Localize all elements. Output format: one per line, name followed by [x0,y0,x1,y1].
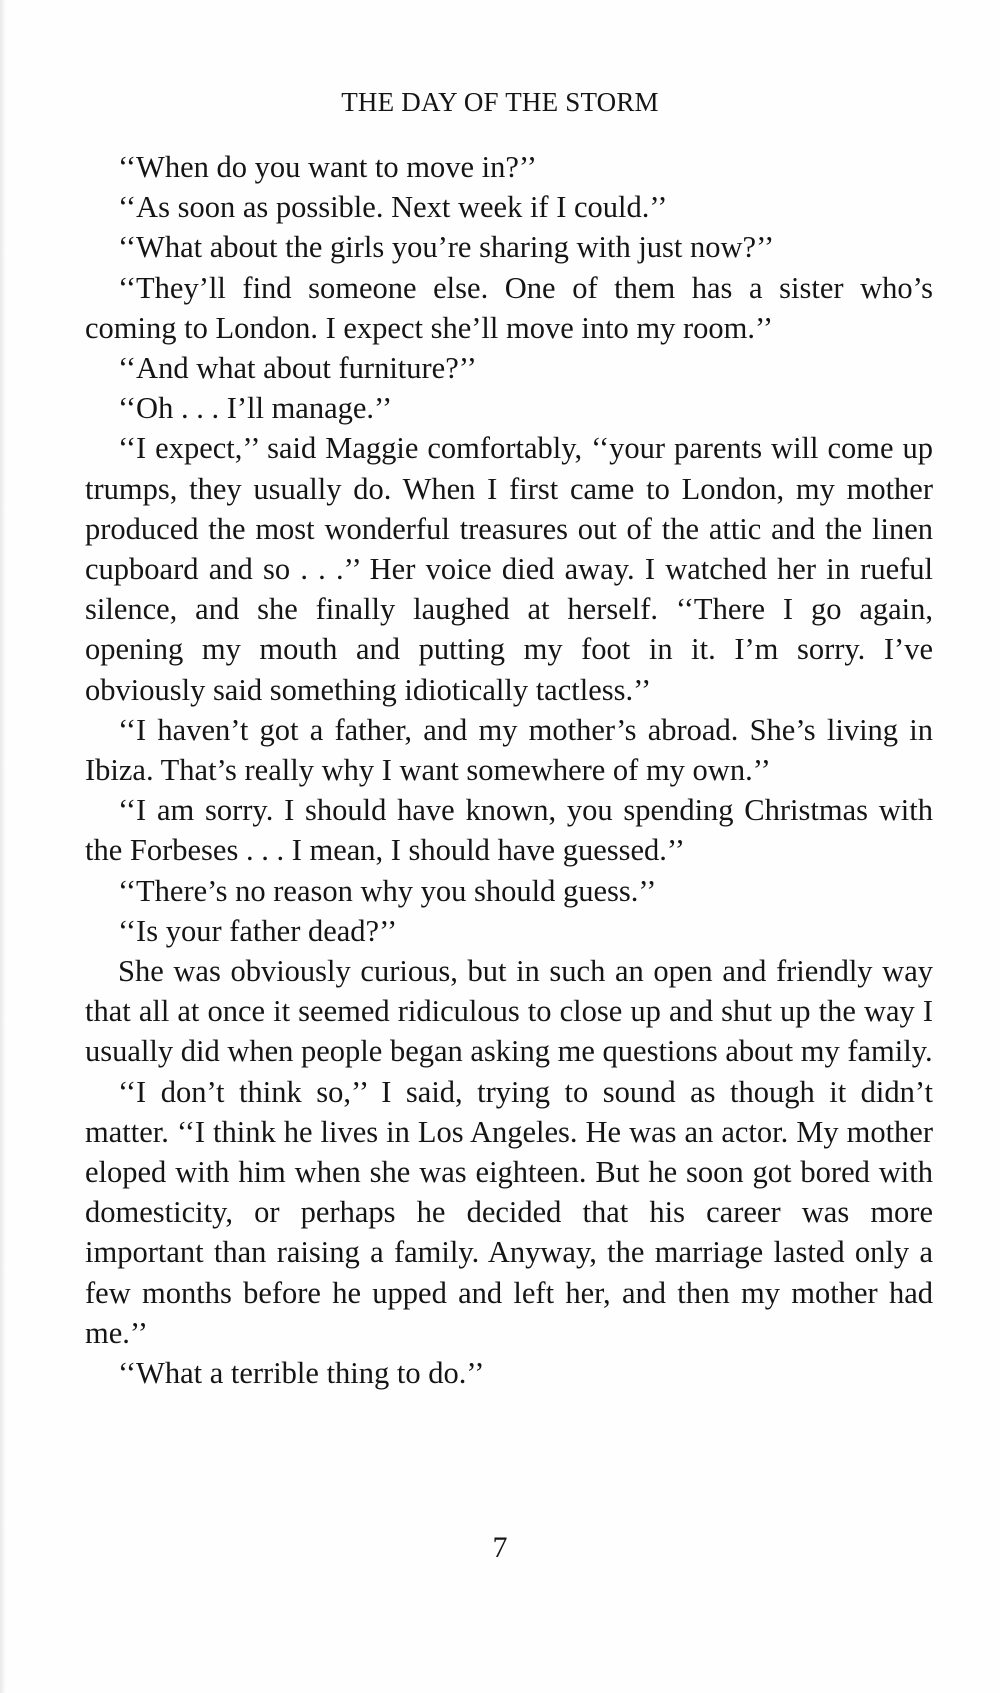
paragraph: ‘‘What a terrible thing to do.’’ [118,1356,485,1391]
body-text [85,147,933,1393]
paragraph: ‘‘I haven’t got a father, and my mother’s abroad. She’s living in Ibiza. That’s really why I want somewhere of my own.’’ [85,712,933,788]
paragraph: ‘‘Is your father dead?’’ [118,913,398,948]
paragraph: ‘‘What about the girls you’re sharing with just now?’’ [118,230,775,265]
page-gutter-shadow [0,0,6,1693]
paragraph: ‘‘I expect,’’ said Maggie comfortably, ‘‘your parents will come up trumps, they usually do. When I first came to London, my mother produced the most wonderful treasures out of the attic and the linen cupboard and so . . .’’ Her voice died away. I watched her in rueful silence, and she finally laughed at herself. ‘‘There I go again, opening my mouth and putting my foot in it. I’m sorry. I’ve obviously said something idiotically tactless.’’ [85,431,933,707]
paragraph: ‘‘I don’t think so,’’ I said, trying to sound as though it didn’t matter. ‘‘I think he lives in Los Angeles. He was an actor. My mother eloped with him when she was eighteen. But he soon got bored with domesticity, or perhaps he decided that his career was more important than raising a family. Anyway, the marriage lasted only a few months before he upped and left her, and then my mother had me.’’ [85,1074,933,1350]
paragraph: ‘‘There’s no reason why you should guess.’’ [118,873,657,908]
paragraph: ‘‘They’ll find someone else. One of them has a sister who’s coming to London. I expect she’ll move into my room.’’ [85,270,933,345]
running-head: THE DAY OF THE STORM [341,87,659,117]
paragraph: ‘‘Oh . . . I’ll manage.’’ [118,391,393,426]
page-number: 7 [492,1531,508,1564]
paragraph: She was obviously curious, but in such an open and friendly way that all at once it seemed ridiculous to close up and shut up the way I usually did when people began asking me questions about my family. [85,954,933,1069]
paragraph: ‘‘And what about furniture?’’ [118,351,477,386]
paragraph: ‘‘When do you want to move in?’’ [118,150,537,184]
paragraph: ‘‘I am sorry. I should have known, you spending Christmas with the Forbeses . . . I mean, I should have guessed.’’ [85,793,933,868]
paragraph: ‘‘As soon as possible. Next week if I could.’’ [118,190,668,225]
